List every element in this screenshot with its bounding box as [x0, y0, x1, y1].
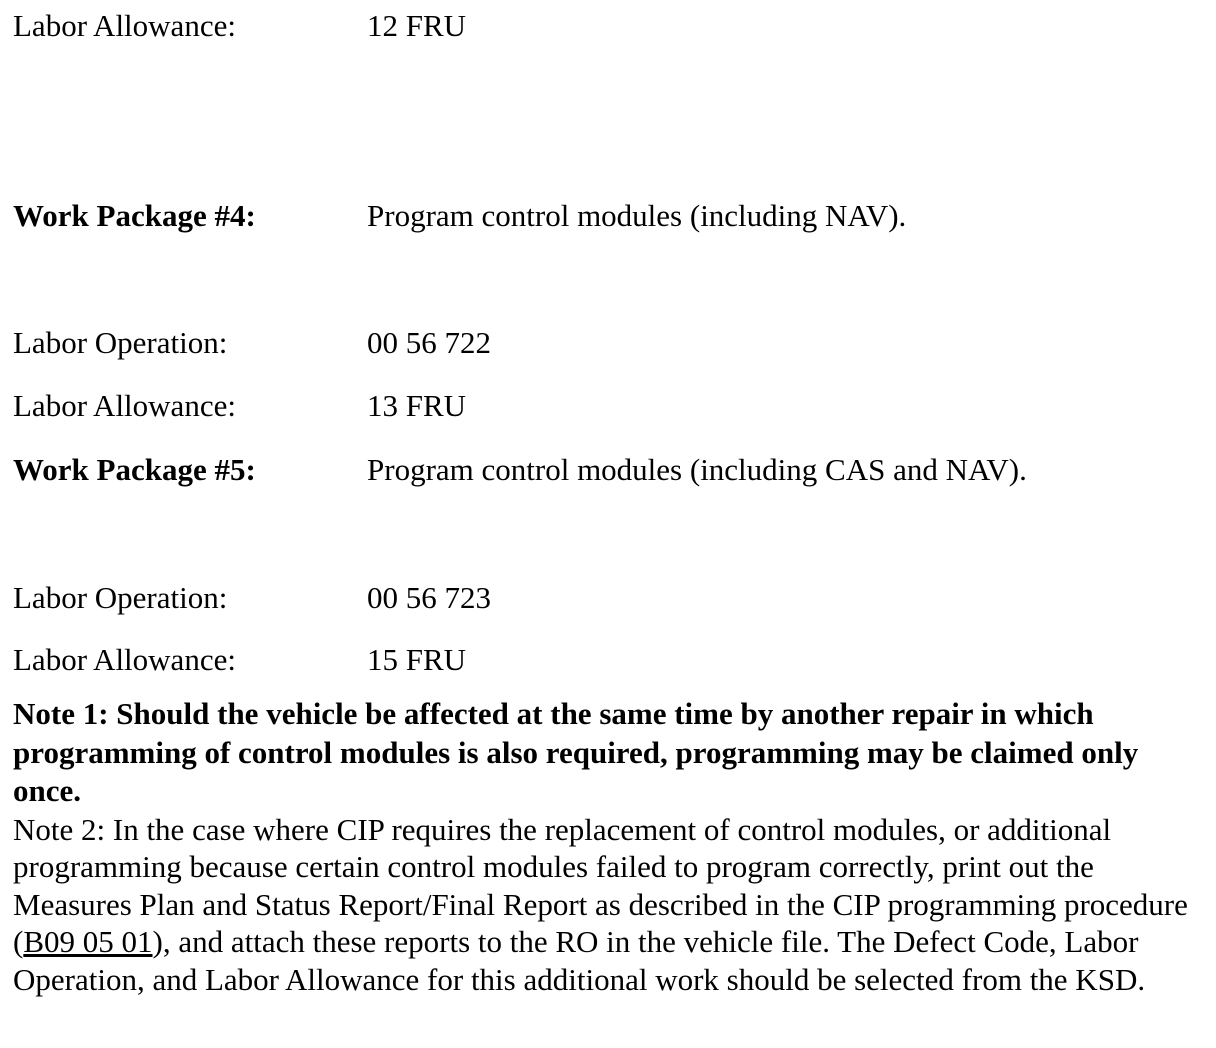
labor-allowance-label: Labor Allowance:	[13, 642, 236, 677]
labor-operation-value: 00 56 723	[367, 580, 491, 615]
work-package-5-row	[13, 451, 1203, 491]
work-package-4-description: Program control modules (including NAV).	[367, 198, 907, 233]
labor-allowance-value: 13 FRU	[367, 388, 467, 423]
note-2-text-before: Note 2: In the case where CIP requires the replacement of control modules, or additional programming because certain control modules failed to program correctly, print out the Measures Plan and Status Report/Final Report as described in the CIP programming procedure (	[13, 811, 1188, 959]
labor-allowance-label: Labor Allowance:	[13, 388, 236, 423]
labor-allowance-row-3	[13, 641, 1203, 681]
notes-section	[13, 695, 1208, 998]
labor-allowance-value: 12 FRU	[367, 8, 467, 43]
work-package-4-row	[13, 197, 1203, 237]
work-package-5-label: Work Package #5:	[13, 452, 256, 487]
note-2-text-after: ), and attach these reports to the RO in the vehicle file. The Defect Code, Labor Operation, and Labor Allowance for this additional work should be selected from the KSD.	[13, 924, 1146, 997]
labor-operation-row-2	[13, 579, 1203, 619]
note-2	[13, 811, 1208, 999]
procedure-link[interactable]: B09 05 01	[23, 924, 153, 959]
labor-operation-value: 00 56 722	[367, 325, 491, 360]
note-1: Note 1: Should the vehicle be affected at the same time by another repair in which programming of control modules is also required, programming may be claimed only once.	[13, 696, 1139, 808]
labor-allowance-label: Labor Allowance:	[13, 8, 236, 43]
work-package-5-description: Program control modules (including CAS and NAV).	[367, 452, 1027, 487]
work-package-4-label: Work Package #4:	[13, 198, 256, 233]
labor-operation-label: Labor Operation:	[13, 580, 228, 615]
labor-operation-row-1	[13, 324, 1203, 364]
labor-allowance-value: 15 FRU	[367, 642, 467, 677]
labor-allowance-row-1	[13, 7, 1203, 47]
labor-allowance-row-2	[13, 387, 1203, 427]
labor-operation-label: Labor Operation:	[13, 325, 228, 360]
